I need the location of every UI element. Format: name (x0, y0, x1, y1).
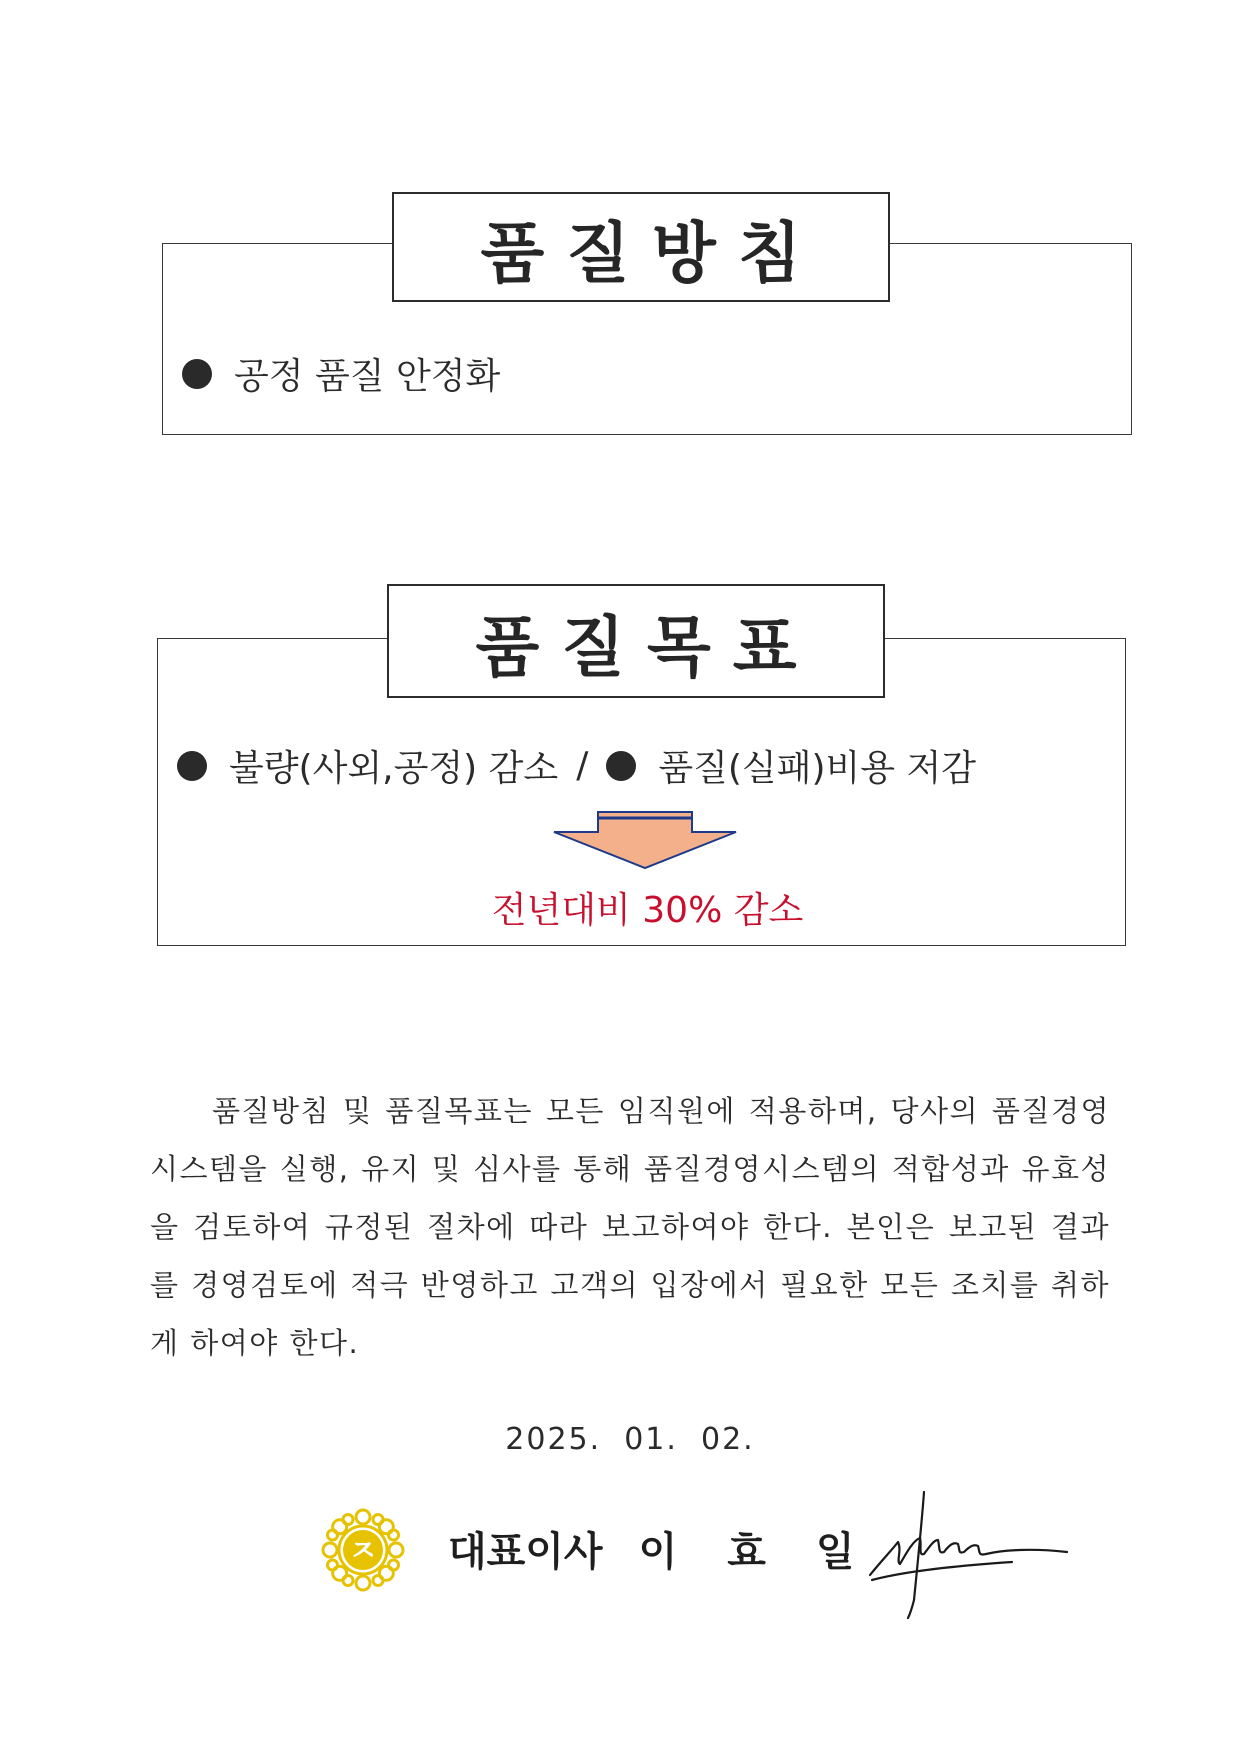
objective-title-box (387, 584, 885, 698)
objective-items (177, 740, 976, 791)
policy-item (182, 348, 500, 399)
down-arrow-icon (550, 810, 740, 870)
signer-role: 대표이사 (448, 1528, 603, 1575)
objective-target: 전년대비 30% 감소 (491, 890, 804, 931)
document-date: 2025. 01. 02. (505, 1422, 755, 1457)
objective-item-1: 불량(사외,공정) 감소 (229, 748, 559, 789)
policy-title-box (392, 192, 890, 302)
policy-item-text: 공정 품질 안정화 (234, 356, 501, 397)
objective-title: 품질목표 (475, 608, 819, 686)
bullet-icon (606, 751, 636, 781)
signer-name: 이효일 (638, 1528, 905, 1575)
bullet-icon (182, 359, 212, 389)
company-seal-icon (318, 1505, 408, 1595)
seal-text: ㅈ (348, 1534, 378, 1569)
objective-item-2: 품질(실패)비용 저감 (658, 748, 977, 789)
objective-separator: / (576, 745, 589, 786)
bullet-icon (177, 751, 207, 781)
policy-statement: 품질방침 및 품질목표는 모든 임직원에 적용하며, 당사의 품질경영 시스템을 실행, 유지 및 심사를 통해 품질경영시스템의 적합성과 유효성을 검토하여 규정된 절차에 따라 보고하여야 한다. 본인은 보고된 결과를 경영검토에 적극 반영하고 고객의 입장에서 필요한 모든 조치를 취하게 하여야 한다. (150, 1094, 1110, 1360)
signer (448, 1520, 904, 1577)
signature-icon (862, 1480, 1072, 1620)
policy-title: 품질방침 (480, 214, 824, 292)
